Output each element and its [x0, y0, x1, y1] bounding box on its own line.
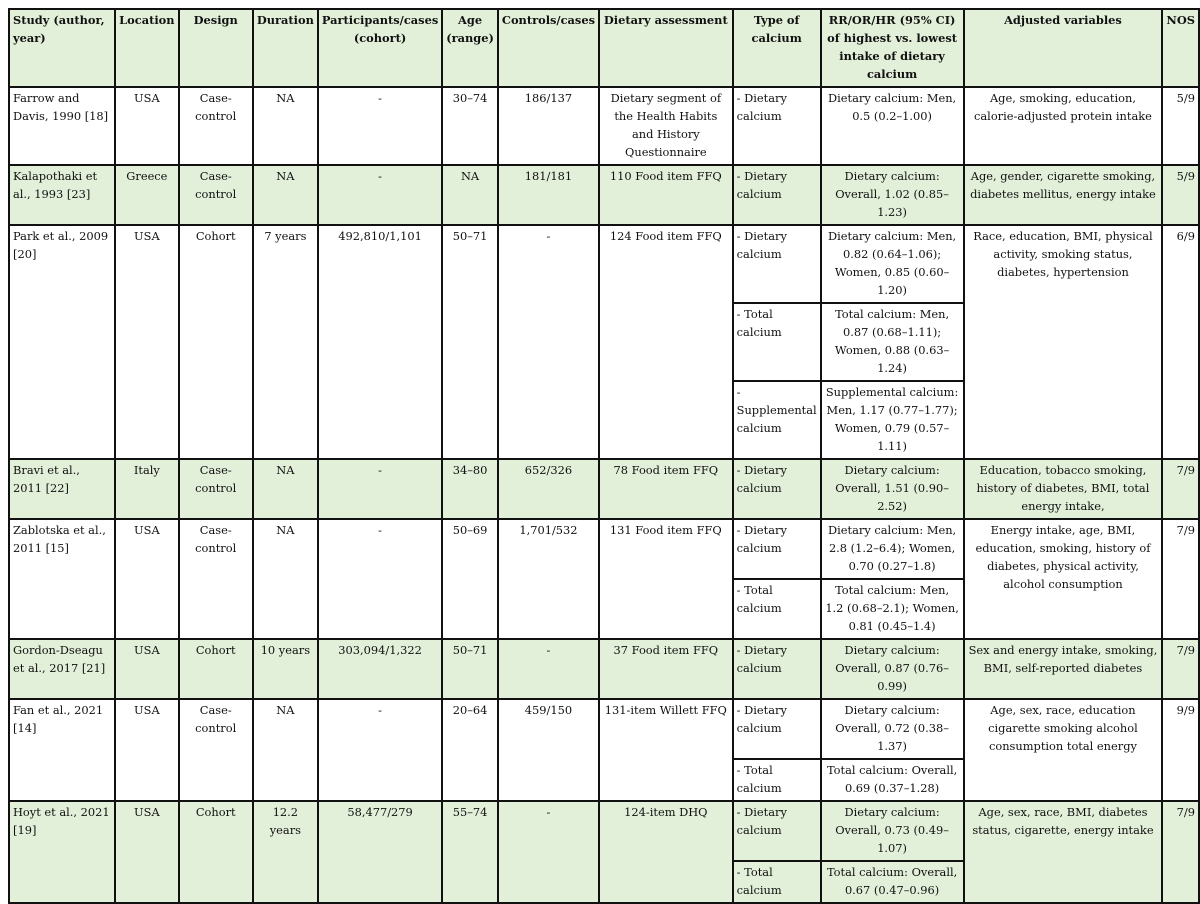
location-cell: USA	[115, 519, 178, 639]
calcium-type-cell: - Total calcium	[733, 303, 821, 381]
adjusted-cell: Age, sex, race, BMI, diabetes status, cigarette, energy intake	[964, 801, 1163, 903]
nos-cell: 7/9	[1162, 639, 1199, 699]
estimate-cell: Dietary calcium: Overall, 1.51 (0.90–2.52)	[821, 459, 964, 519]
study-cell: Gordon-Dseagu et al., 2017 [21]	[9, 639, 115, 699]
table-row	[9, 639, 1199, 699]
calcium-type-cell: - Total calcium	[733, 759, 821, 801]
estimate-cell: Dietary calcium: Overall, 0.72 (0.38–1.37)	[821, 699, 964, 759]
calcium-type-cell: - Dietary calcium	[733, 165, 821, 225]
participants-cell: 492,810/1,101	[318, 225, 442, 459]
estimate-cell: Total calcium: Overall, 0.67 (0.47–0.96)	[821, 861, 964, 903]
study-group	[9, 639, 1199, 699]
age-cell: 50–71	[442, 639, 498, 699]
design-cell: Cohort	[179, 639, 253, 699]
design-cell: Case-control	[179, 699, 253, 801]
controls-cell: -	[498, 225, 599, 459]
nos-cell: 9/9	[1162, 699, 1199, 801]
estimate-cell: Total calcium: Overall, 0.69 (0.37–1.28)	[821, 759, 964, 801]
calcium-type-cell: - Total calcium	[733, 861, 821, 903]
header-controls: Controls/cases	[498, 9, 599, 87]
controls-cell: -	[498, 639, 599, 699]
design-cell: Cohort	[179, 801, 253, 903]
duration-cell: 10 years	[253, 639, 318, 699]
estimate-cell: Dietary calcium: Men, 0.5 (0.2–1.00)	[821, 87, 964, 165]
header-calcium-type: Type of calcium	[733, 9, 821, 87]
location-cell: Italy	[115, 459, 178, 519]
location-cell: USA	[115, 801, 178, 903]
study-group	[9, 459, 1199, 519]
duration-cell: NA	[253, 699, 318, 801]
controls-cell: 652/326	[498, 459, 599, 519]
study-cell: Farrow and Davis, 1990 [18]	[9, 87, 115, 165]
assessment-cell: 131-item Willett FFQ	[599, 699, 733, 801]
age-cell: 34–80	[442, 459, 498, 519]
estimate-cell: Dietary calcium: Overall, 1.02 (0.85–1.23)	[821, 165, 964, 225]
header-nos: NOS	[1162, 9, 1199, 87]
header-age: Age (range)	[442, 9, 498, 87]
study-group	[9, 225, 1199, 459]
adjusted-cell: Education, tobacco smoking, history of diabetes, BMI, total energy intake,	[964, 459, 1163, 519]
nos-cell: 7/9	[1162, 519, 1199, 639]
study-cell: Fan et al., 2021 [14]	[9, 699, 115, 801]
duration-cell: NA	[253, 459, 318, 519]
study-cell: Hoyt et al., 2021 [19]	[9, 801, 115, 903]
assessment-cell: 37 Food item FFQ	[599, 639, 733, 699]
location-cell: USA	[115, 87, 178, 165]
table-row	[9, 87, 1199, 165]
nos-cell: 7/9	[1162, 801, 1199, 903]
header-estimate: RR/OR/HR (95% CI) of highest vs. lowest intake of dietary calcium	[821, 9, 964, 87]
header-design: Design	[179, 9, 253, 87]
estimate-cell: Dietary calcium: Men, 0.82 (0.64–1.06); Women, 0.85 (0.60–1.20)	[821, 225, 964, 303]
calcium-type-cell: - Dietary calcium	[733, 639, 821, 699]
estimate-cell: Supplemental calcium: Men, 1.17 (0.77–1.77); Women, 0.79 (0.57–1.11)	[821, 381, 964, 459]
duration-cell: NA	[253, 519, 318, 639]
controls-cell: 1,701/532	[498, 519, 599, 639]
design-cell: Case-control	[179, 87, 253, 165]
participants-cell: -	[318, 165, 442, 225]
calcium-type-cell: - Dietary calcium	[733, 699, 821, 759]
calcium-type-cell: - Dietary calcium	[733, 801, 821, 861]
design-cell: Case-control	[179, 459, 253, 519]
header-adjusted: Adjusted variables	[964, 9, 1163, 87]
calcium-type-cell: - Dietary calcium	[733, 519, 821, 579]
estimate-cell: Dietary calcium: Overall, 0.73 (0.49–1.07)	[821, 801, 964, 861]
estimate-cell: Dietary calcium: Men, 2.8 (1.2–6.4); Women, 0.70 (0.27–1.8)	[821, 519, 964, 579]
table-row	[9, 225, 1199, 303]
header-study: Study (author, year)	[9, 9, 115, 87]
assessment-cell: 78 Food item FFQ	[599, 459, 733, 519]
location-cell: USA	[115, 225, 178, 459]
table-row	[9, 459, 1199, 519]
controls-cell: -	[498, 801, 599, 903]
adjusted-cell: Race, education, BMI, physical activity, smoking status, diabetes, hypertension	[964, 225, 1163, 459]
header-location: Location	[115, 9, 178, 87]
estimate-cell: Total calcium: Men, 1.2 (0.68–2.1); Women, 0.81 (0.45–1.4)	[821, 579, 964, 639]
controls-cell: 186/137	[498, 87, 599, 165]
age-cell: 50–69	[442, 519, 498, 639]
header-assessment: Dietary assessment	[599, 9, 733, 87]
design-cell: Cohort	[179, 225, 253, 459]
age-cell: 50–71	[442, 225, 498, 459]
duration-cell: 12.2 years	[253, 801, 318, 903]
adjusted-cell: Age, smoking, education, calorie-adjusted protein intake	[964, 87, 1163, 165]
study-cell: Zablotska et al., 2011 [15]	[9, 519, 115, 639]
study-cell: Kalapothaki et al., 1993 [23]	[9, 165, 115, 225]
table-row	[9, 801, 1199, 861]
nos-cell: 6/9	[1162, 225, 1199, 459]
adjusted-cell: Age, sex, race, education cigarette smoking alcohol consumption total energy	[964, 699, 1163, 801]
assessment-cell: 131 Food item FFQ	[599, 519, 733, 639]
location-cell: Greece	[115, 165, 178, 225]
location-cell: USA	[115, 639, 178, 699]
controls-cell: 181/181	[498, 165, 599, 225]
controls-cell: 459/150	[498, 699, 599, 801]
calcium-type-cell: - Dietary calcium	[733, 87, 821, 165]
adjusted-cell: Sex and energy intake, smoking, BMI, self-reported diabetes	[964, 639, 1163, 699]
calcium-type-cell: - Dietary calcium	[733, 225, 821, 303]
participants-cell: 303,094/1,322	[318, 639, 442, 699]
participants-cell: 58,477/279	[318, 801, 442, 903]
study-group	[9, 519, 1199, 639]
duration-cell: 7 years	[253, 225, 318, 459]
age-cell: NA	[442, 165, 498, 225]
participants-cell: -	[318, 87, 442, 165]
table-row	[9, 165, 1199, 225]
study-cell: Bravi et al., 2011 [22]	[9, 459, 115, 519]
table-row	[9, 519, 1199, 579]
participants-cell: -	[318, 699, 442, 801]
study-cell: Park et al., 2009 [20]	[9, 225, 115, 459]
duration-cell: NA	[253, 87, 318, 165]
participants-cell: -	[318, 519, 442, 639]
study-group	[9, 699, 1199, 801]
location-cell: USA	[115, 699, 178, 801]
assessment-cell: Dietary segment of the Health Habits and History Questionnaire	[599, 87, 733, 165]
design-cell: Case-control	[179, 519, 253, 639]
nos-cell: 5/9	[1162, 165, 1199, 225]
table-row	[9, 699, 1199, 759]
age-cell: 20–64	[442, 699, 498, 801]
design-cell: Case-control	[179, 165, 253, 225]
nos-cell: 7/9	[1162, 459, 1199, 519]
calcium-type-cell: - Supplemental calcium	[733, 381, 821, 459]
nos-cell: 5/9	[1162, 87, 1199, 165]
header-participants: Participants/cases (cohort)	[318, 9, 442, 87]
assessment-cell: 124 Food item FFQ	[599, 225, 733, 459]
age-cell: 30–74	[442, 87, 498, 165]
age-cell: 55–74	[442, 801, 498, 903]
calcium-type-cell: - Dietary calcium	[733, 459, 821, 519]
assessment-cell: 124-item DHQ	[599, 801, 733, 903]
study-characteristics-table	[8, 8, 1200, 904]
adjusted-cell: Age, gender, cigarette smoking, diabetes mellitus, energy intake	[964, 165, 1163, 225]
table-container	[8, 8, 1200, 904]
study-group	[9, 87, 1199, 165]
header-row	[9, 9, 1199, 87]
estimate-cell: Total calcium: Men, 0.87 (0.68–1.11); Women, 0.88 (0.63–1.24)	[821, 303, 964, 381]
adjusted-cell: Energy intake, age, BMI, education, smoking, history of diabetes, physical activity, alcohol consumption	[964, 519, 1163, 639]
participants-cell: -	[318, 459, 442, 519]
study-group	[9, 165, 1199, 225]
header-duration: Duration	[253, 9, 318, 87]
estimate-cell: Dietary calcium: Overall, 0.87 (0.76–0.99)	[821, 639, 964, 699]
duration-cell: NA	[253, 165, 318, 225]
assessment-cell: 110 Food item FFQ	[599, 165, 733, 225]
study-group	[9, 801, 1199, 903]
calcium-type-cell: - Total calcium	[733, 579, 821, 639]
